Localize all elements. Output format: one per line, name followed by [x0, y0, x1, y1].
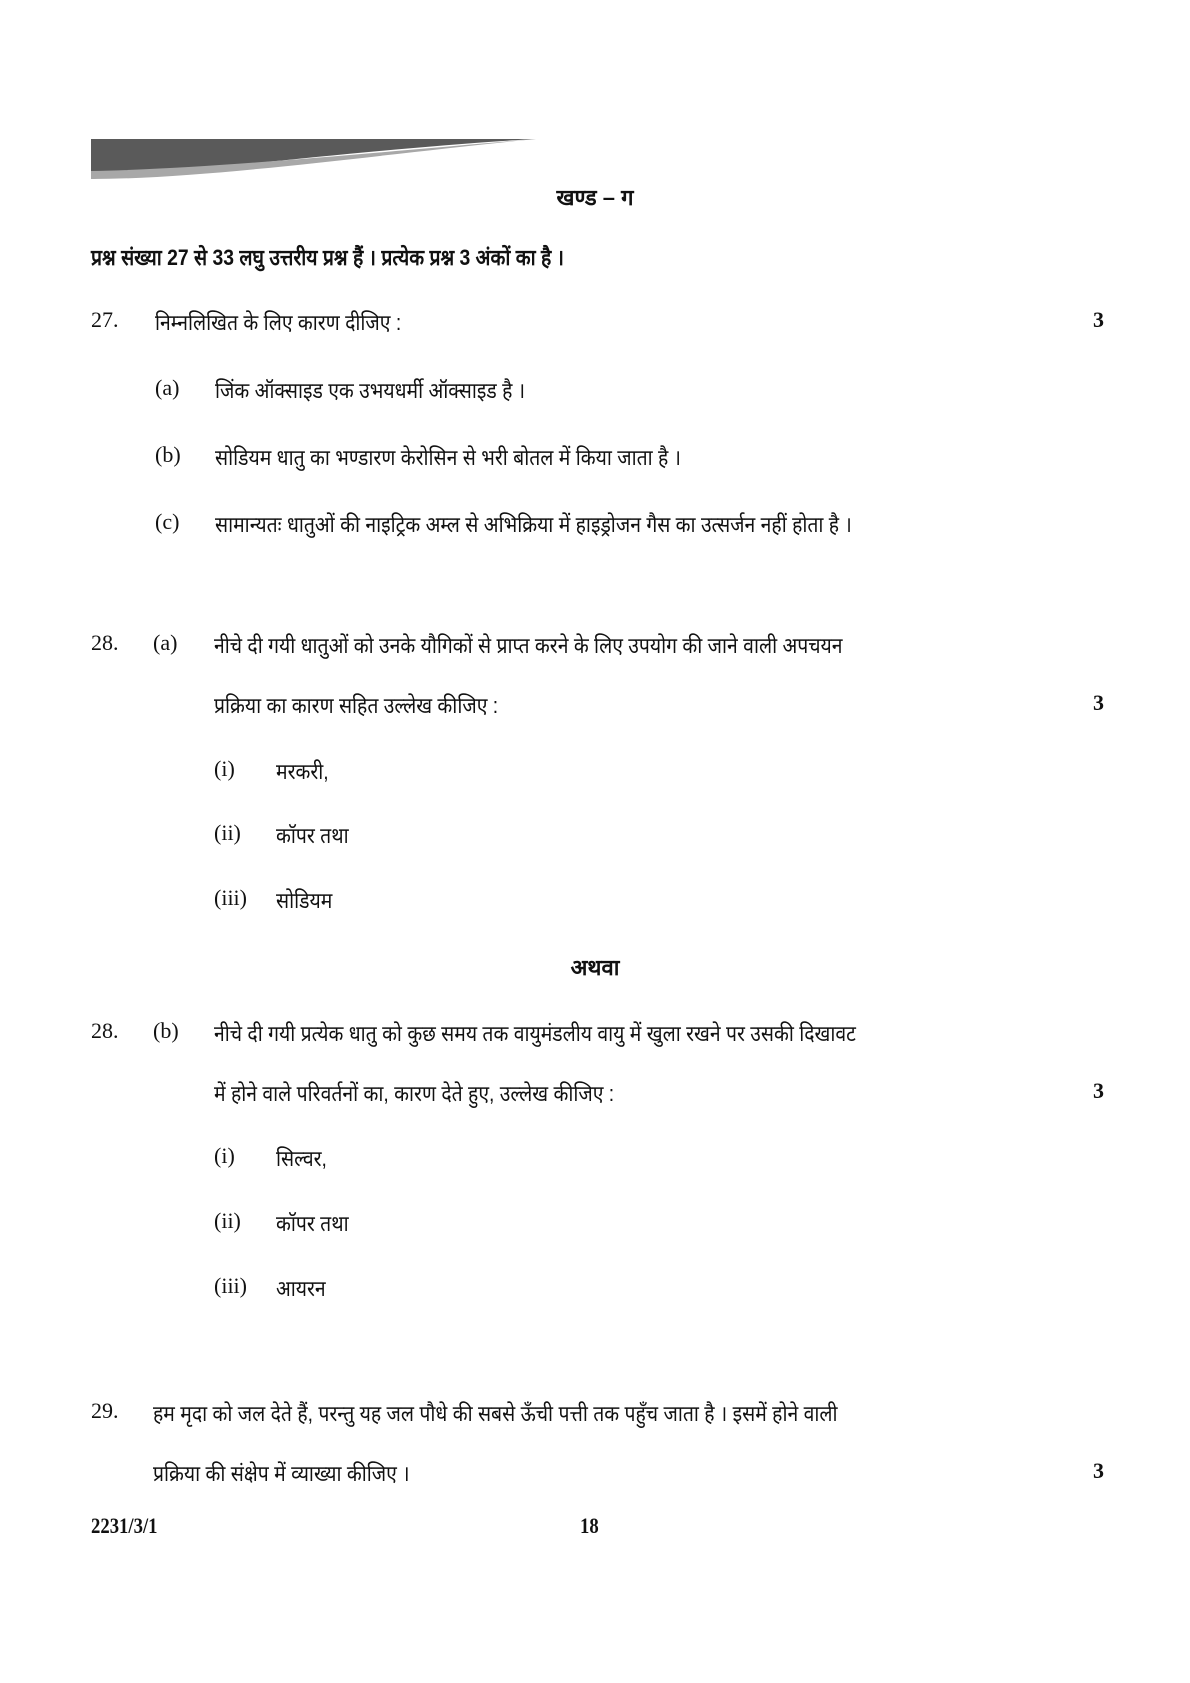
question-text: प्रक्रिया की संक्षेप में व्याख्या कीजिए ।	[153, 1461, 410, 1486]
item-text: मरकरी,	[276, 759, 329, 784]
item-label: (iii)	[214, 885, 247, 910]
paper-code: 2231/3/1	[91, 1513, 158, 1538]
part-text: जिंक ऑक्साइड एक उभयधर्मी ऑक्साइड है ।	[215, 378, 526, 403]
question-number: 27.	[91, 307, 119, 332]
or-separator: अथवा	[570, 955, 620, 980]
option-label: (a)	[153, 630, 178, 655]
item-text: सोडियम	[276, 888, 333, 913]
question-number: 28.	[91, 1018, 119, 1043]
question-text: प्रक्रिया का कारण सहित उल्लेख कीजिए :	[214, 693, 499, 718]
item-text: आयरन	[276, 1276, 326, 1301]
question-text: में होने वाले परिवर्तनों का, कारण देते हुए, उल्लेख कीजिए :	[214, 1081, 615, 1106]
question-number: 29.	[91, 1398, 119, 1423]
or-separator-wrap	[0, 952, 1190, 982]
item-label: (i)	[214, 756, 235, 781]
question-text: निम्नलिखित के लिए कारण दीजिए :	[155, 310, 402, 335]
question-number: 28.	[91, 630, 119, 655]
section-title: खण्ड – ग	[556, 185, 634, 210]
question-text: हम मृदा को जल देते हैं, परन्तु यह जल पौधे की सबसे ऊँची पत्ती तक पहुँच जाता है । इसमें होने वाली	[153, 1401, 838, 1426]
question-text: नीचे दी गयी प्रत्येक धातु को कुछ समय तक वायुमंडलीय वायु में खुला रखने पर उसकी दिखावट	[214, 1021, 856, 1046]
header-banner-decoration	[91, 139, 536, 179]
item-text: कॉपर तथा	[276, 1211, 349, 1236]
question-marks: 3	[1093, 1078, 1104, 1103]
section-instructions: प्रश्न संख्या 27 से 33 लघु उत्तरीय प्रश्न हैं । प्रत्येक प्रश्न 3 अंकों का है ।	[91, 245, 564, 270]
question-marks: 3	[1093, 1458, 1104, 1483]
part-text: सोडियम धातु का भण्डारण केरोसिन से भरी बोतल में किया जाता है ।	[215, 445, 682, 470]
item-label: (iii)	[214, 1273, 247, 1298]
item-label: (ii)	[214, 1208, 241, 1233]
page-number: 18	[580, 1513, 599, 1538]
question-text: नीचे दी गयी धातुओं को उनके यौगिकों से प्राप्त करने के लिए उपयोग की जाने वाली अपचयन	[214, 633, 843, 658]
item-text: सिल्वर,	[276, 1146, 327, 1171]
section-title-wrap	[0, 182, 1190, 212]
option-label: (b)	[153, 1018, 179, 1043]
question-marks: 3	[1093, 307, 1104, 332]
part-label: (c)	[155, 509, 180, 534]
part-label: (a)	[155, 375, 180, 400]
question-marks: 3	[1093, 690, 1104, 715]
item-text: कॉपर तथा	[276, 823, 349, 848]
item-label: (ii)	[214, 820, 241, 845]
item-label: (i)	[214, 1143, 235, 1168]
part-label: (b)	[155, 442, 181, 467]
part-text: सामान्यतः धातुओं की नाइट्रिक अम्ल से अभिक्रिया में हाइड्रोजन गैस का उत्सर्जन नहीं होता है ।	[215, 512, 852, 537]
